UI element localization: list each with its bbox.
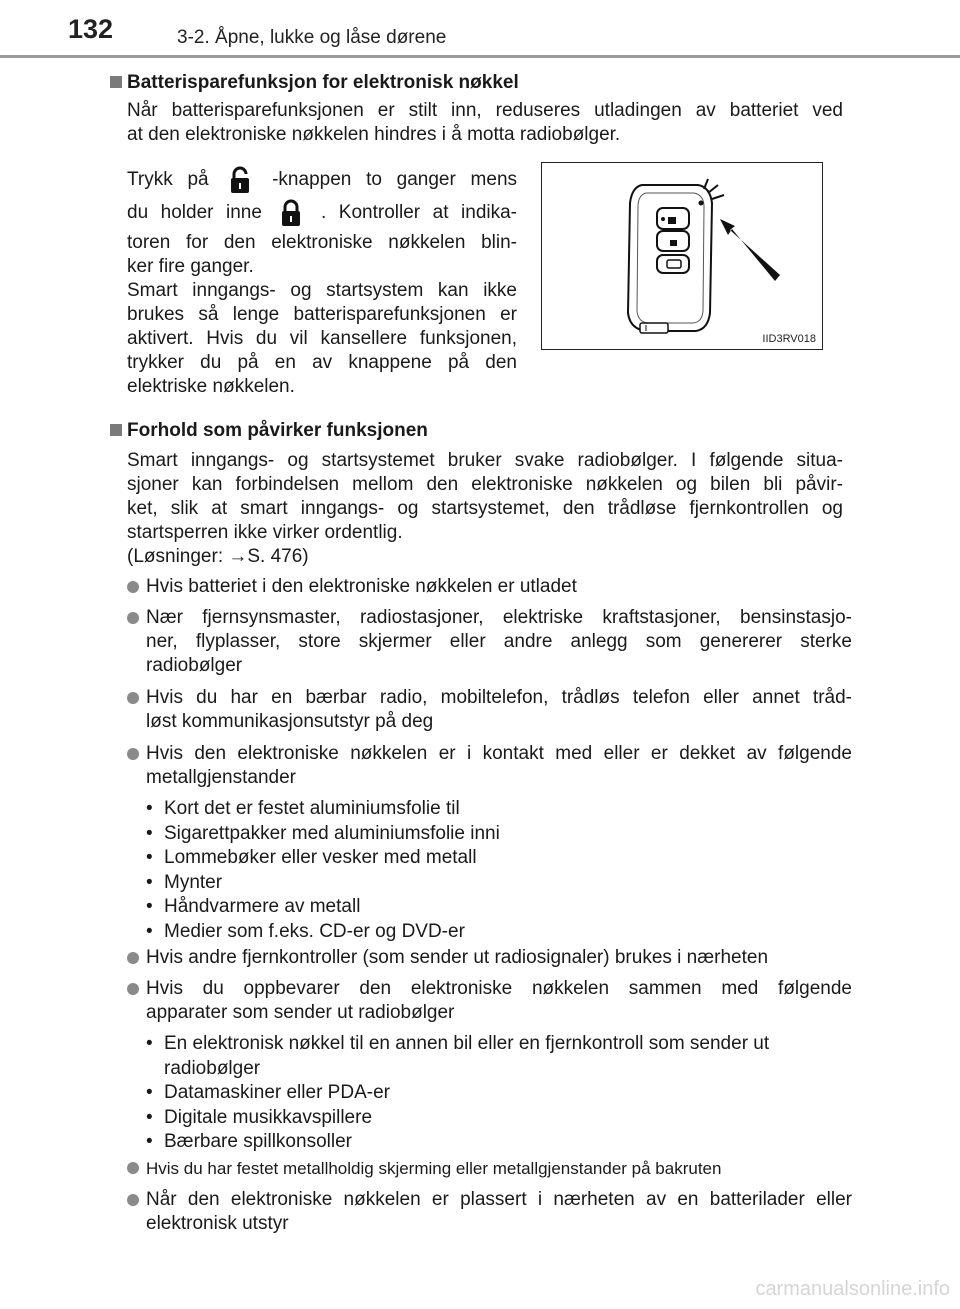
page-header: [0, 0, 960, 58]
list-item: • En elektronisk nøkkel til en annen bil eller en fjernkontroll som sender ut radiobølger: [146, 1032, 846, 1081]
section-heading-battery-saver: Batterisparefunksjon for elektronisk nøkkel: [110, 71, 519, 95]
list-item: • Digitale musikkavspillere: [146, 1106, 846, 1131]
bullet-dot-icon: [127, 983, 139, 995]
square-bullet-icon: [110, 424, 122, 436]
section-heading-conditions: Forhold som påvirker funksjonen: [110, 419, 428, 443]
list-item: • Datamaskiner eller PDA-er: [146, 1081, 846, 1106]
unlock-icon: [278, 198, 304, 228]
bullet-dot-icon: [127, 692, 139, 704]
bullet-dot-icon: [127, 1194, 139, 1206]
list-item: • Håndvarmere av metall: [146, 895, 846, 920]
page-number: 132: [68, 14, 114, 44]
metal-objects-list: [146, 797, 846, 944]
battery-saver-instructions: Trykk på -knappen to ganger mens du holder inne . Kontroller at indika- toren for den elektroniske nøkkelen blin- ker fire ganger. Smart inngangs- og startsystem kan ikke brukes så lenge batterisparefunksjonen er aktivert. Hvis du vil kansellere funksjonen, trykker du på en av knappene på den elektriske nøkkelen.: [127, 165, 517, 399]
battery-saver-intro: Når batterisparefunksjonen er stilt inn, reduseres utladingen av batteriet ved at den elektroniske nøkkelen hindres i å motta radiobølger.: [127, 100, 843, 145]
list-item: • Mynter: [146, 871, 846, 896]
figure-label: IID3RV018: [762, 333, 816, 345]
list-item: • Medier som f.eks. CD-er og DVD-er: [146, 920, 846, 945]
bullet-dot-icon: [127, 612, 139, 624]
smart-key-drawing: [542, 163, 821, 348]
chapter-title: 3-2. Åpne, lukke og låse dørene: [177, 27, 447, 48]
conditions-paragraph: Smart inngangs- og startsystemet bruker svake radiobølger. I følgende situa- sjoner kan forbindelsen mellom den elektroniske nøkkelen og bilen bli påvir- ket, slik at smart inngangs- og startsystemet, den trådløse fjernkontrollen og startsperren ikke virker ordentlig. (Løsninger: →S. 476): [127, 450, 843, 567]
square-bullet-icon: [110, 76, 122, 88]
bullet-dot-icon: [127, 748, 139, 760]
bullet-dot-icon: [127, 1162, 139, 1174]
list-item: • Kort det er festet aluminiumsfolie til: [146, 797, 846, 822]
list-item: • Sigarettpakker med aluminiumsfolie inni: [146, 822, 846, 847]
smart-key-illustration: [541, 162, 823, 350]
header-rule: [0, 55, 960, 58]
radio-devices-list: [146, 1032, 846, 1155]
list-item: • Bærbare spillkonsoller: [146, 1130, 846, 1155]
bullet-dot-icon: [127, 952, 139, 964]
lock-icon: [227, 165, 253, 195]
list-item: • Lommebøker eller vesker med metall: [146, 846, 846, 871]
bullet-dot-icon: [127, 581, 139, 593]
watermark: carmanualsonline.info: [755, 1278, 950, 1300]
